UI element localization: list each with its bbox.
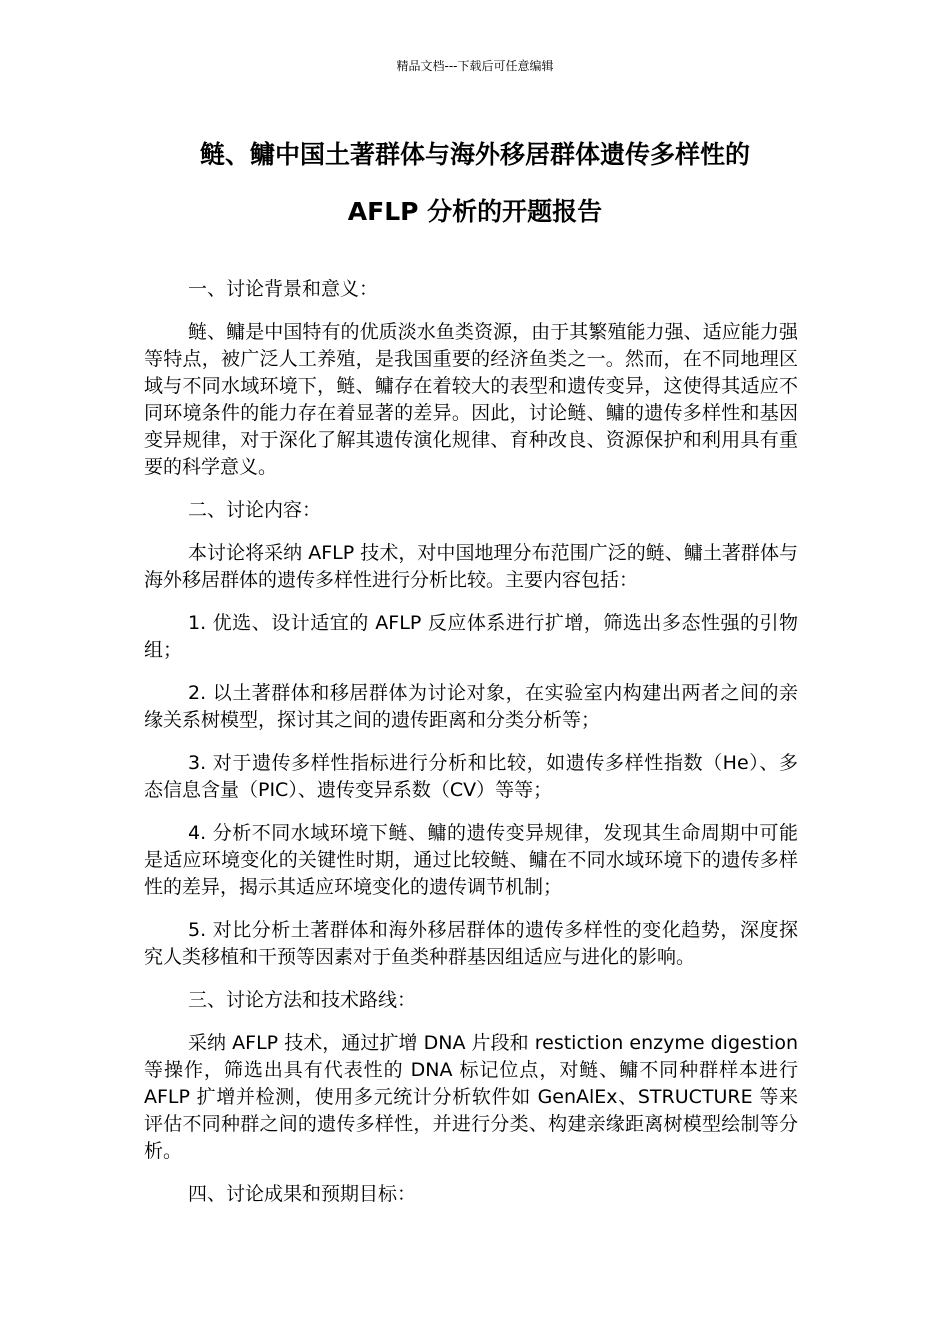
section-heading-outcomes: 四、讨论成果和预期目标： [188, 1183, 417, 1205]
document-title-line-1: 鲢、鳙中国土著群体与海外移居群体遗传多样性的 [199, 140, 750, 169]
paragraph-background: 鲢、鳙是中国特有的优质淡水鱼类资源，由于其繁殖能力强、适应能力强等特点，被广泛人工养殖，是我国重要的经济鱼类之一。然而，在不同地理区域与不同水域环境下，鲢、鳙存在着较大的表型和遗传变异，这使得其适应不同环境条件的能力存在着显著的差异。因此，讨论鲢、鳙的遗传多样性和基因变异规律，对于深化了解其遗传演化规律、育种改良、资源保护和利用具有重要的科学意义。 [144, 321, 798, 478]
list-item-2: 2. 以土著群体和移居群体为讨论对象，在实验室内构建出两者之间的亲缘关系树模型，探讨其之间的遗传距离和分类分析等； [144, 682, 798, 731]
list-item-1: 1. 优选、设计适宜的 AFLP 反应体系进行扩增，筛选出多态性强的引物组； [144, 612, 798, 661]
list-item-3: 3. 对于遗传多样性指标进行分析和比较，如遗传多样性指数（He）、多态信息含量（PIC）、遗传变异系数（CV）等等； [144, 752, 798, 801]
document-body [144, 276, 798, 1224]
list-item-4: 4. 分析不同水域环境下鲢、鳙的遗传变异规律，发现其生命周期中可能是适应环境变化的关键性时期，通过比较鲢、鳙在不同水域环境下的遗传多样性的差异，揭示其适应环境变化的遗传调节机制； [144, 822, 798, 898]
list-item-5: 5. 对比分析土著群体和海外移居群体的遗传多样性的变化趋势，深度探究人类移植和干预等因素对于鱼类种群基因组适应与进化的影响。 [144, 919, 798, 968]
document-title-line-2: AFLP 分析的开题报告 [347, 197, 603, 226]
section-heading-methods: 三、讨论方法和技术路线： [188, 989, 417, 1011]
header-note: 精品文档---下载后可任意编辑 [396, 59, 554, 73]
paragraph-content-intro: 本讨论将采纳 AFLP 技术，对中国地理分布范围广泛的鲢、鳙土著群体与海外移居群体的遗传多样性进行分析比较。主要内容包括： [144, 542, 798, 591]
section-heading-content: 二、讨论内容： [188, 499, 322, 521]
section-heading-background: 一、讨论背景和意义： [188, 278, 379, 300]
paragraph-methods: 采纳 AFLP 技术，通过扩增 DNA 片段和 restiction enzyme digestion 等操作，筛选出具有代表性的 DNA 标记位点，对鲢、鳙不同种群样本进行 AFLP 扩增并检测，使用多元统计分析软件如 GenAlEx、STRUCTURE 等来评估不同种群之间的遗传多样性，并进行分类、构建亲缘距离树模型绘制等分析。 [144, 1032, 798, 1162]
